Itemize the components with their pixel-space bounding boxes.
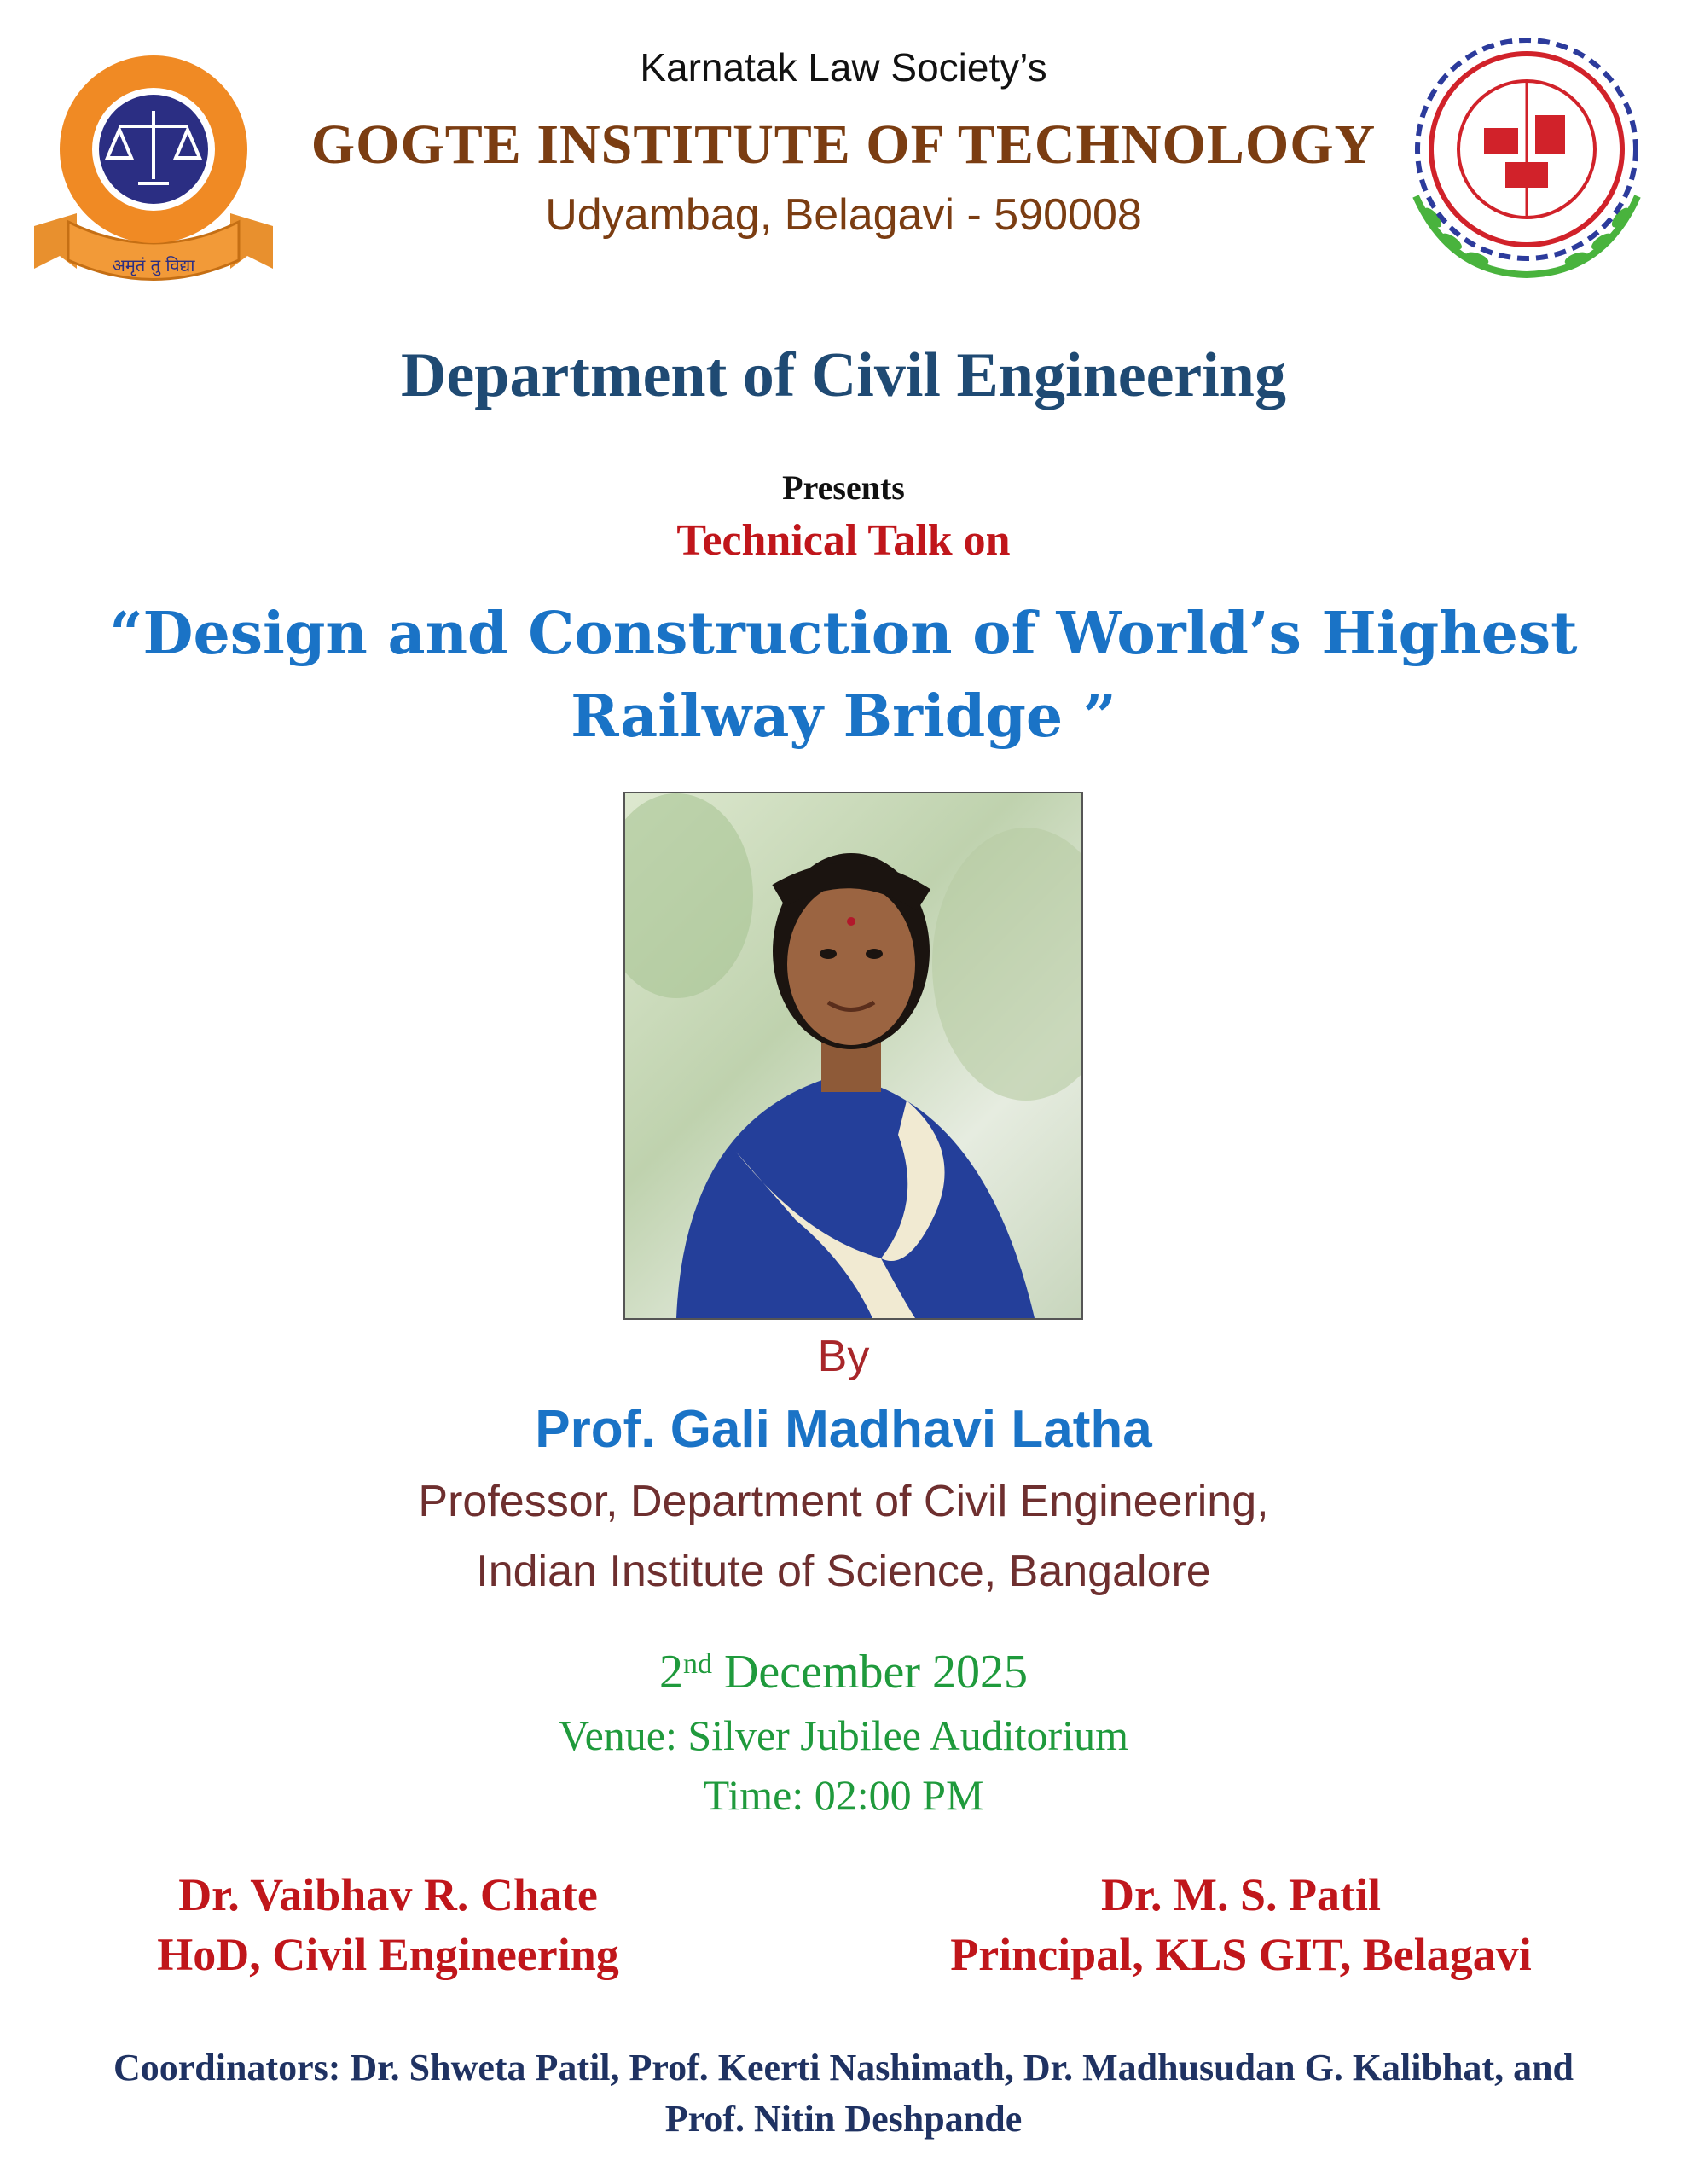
event-venue: Venue: Silver Jubilee Auditorium: [559, 1711, 1128, 1759]
institute-address: Udyambag, Belagavi - 590008: [545, 190, 1142, 240]
speaker-role: Professor, Department of Civil Engineering,: [418, 1477, 1269, 1526]
institute-name: GOGTE INSTITUTE OF TECHNOLOGY: [310, 113, 1377, 176]
department-heading: Department of Civil Engineering: [401, 340, 1286, 410]
event-date-rest: December 2025: [711, 1646, 1029, 1699]
by-label: By: [817, 1332, 870, 1381]
talk-label: Technical Talk on: [676, 516, 1011, 565]
talk-title-line-1: “Design and Construction of World’s Highest: [109, 600, 1578, 668]
society-name: Karnatak Law Society’s: [640, 45, 1047, 90]
event-date-day: 2: [658, 1646, 683, 1699]
speaker-photo: [623, 792, 1083, 1320]
hod-title: HoD, Civil Engineering: [157, 1929, 619, 1980]
coordinators-line-2: Prof. Nitin Deshpande: [664, 2098, 1023, 2140]
coordinators-line-1: Coordinators: Dr. Shweta Patil, Prof. Keerti Nashimath, Dr. Madhusudan G. Kalibhat, and: [113, 2047, 1574, 2088]
speaker-institution: Indian Institute of Science, Bangalore: [476, 1547, 1211, 1596]
event-date-suffix: nd: [682, 1648, 712, 1680]
talk-title-line-2: Railway Bridge ”: [571, 682, 1116, 751]
left-logo-motto: अमृतं तु विद्या: [112, 255, 195, 276]
presents-label: Presents: [782, 468, 905, 507]
speaker-name: Prof. Gali Madhavi Latha: [535, 1400, 1152, 1459]
principal-title: Principal, KLS GIT, Belagavi: [950, 1929, 1532, 1980]
hod-name: Dr. Vaibhav R. Chate: [178, 1869, 598, 1920]
event-time: Time: 02:00 PM: [703, 1771, 984, 1819]
principal-name: Dr. M. S. Patil: [1101, 1869, 1381, 1920]
event-date: [0, 1645, 1687, 1699]
